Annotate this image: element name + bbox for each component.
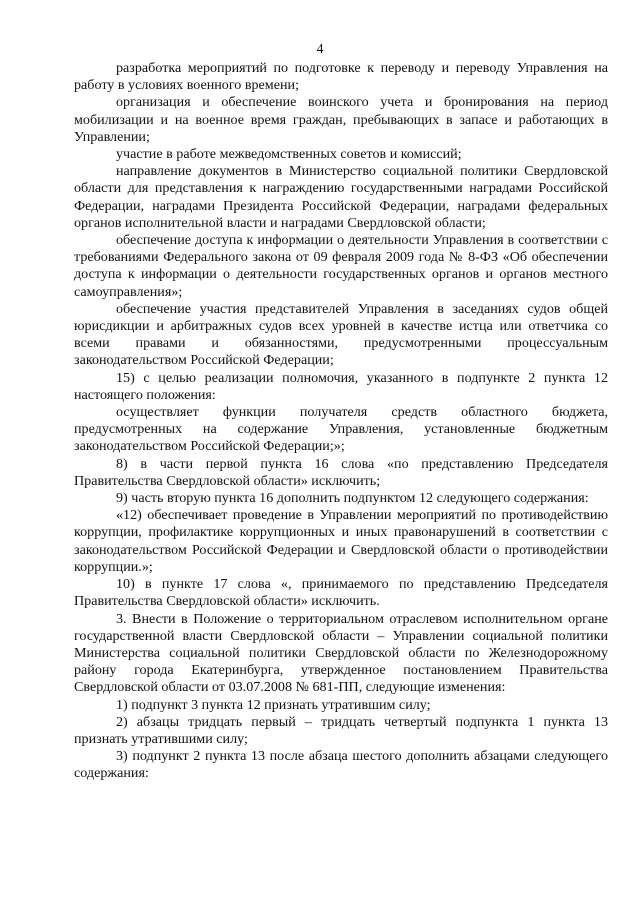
paragraph: обеспечение доступа к информации о деятельности Управления в соответствии с требованиями Федерального закона от 09 февраля 2009 года № 8-ФЗ «Об обеспечении доступа к информации о деятельности государственных органов и органов местного самоуправления»; [74, 232, 608, 300]
paragraph: 2) абзацы тридцать первый – тридцать четвертый подпункта 1 пункта 13 признать утратившими силу; [74, 713, 608, 747]
paragraph: 3) подпункт 2 пункта 13 после абзаца шестого дополнить абзацами следующего содержания: [74, 748, 608, 782]
page-number: 4 [316, 42, 324, 57]
paragraph: 3. Внести в Положение о территориальном отраслевом исполнительном органе государственной власти Свердловской области – Управлении социальной политики Министерства социальной политики Свердловской области по Железнодорожному району города Екатеринбурга, утвержденное постановлением Правительства Свердловской области от 03.07.2008 № 681-ПП, следующие изменения: [74, 610, 608, 696]
paragraph: обеспечение участия представителей Управления в заседаниях судов общей юрисдикции и арбитражных судов всех уровней в качестве истца или ответчика со всеми правами и обязанностями, предусмотренными процессуальным законодательством Российской Федерации; [74, 300, 608, 369]
paragraph: направление документов в Министерство социальной политики Свердловской области для представления к награждению государственными наградами Российской Федерации, наградами Президента Российской Федерации, наградами федеральных органов исполнительной власти и наградами Свердловской области; [74, 163, 608, 231]
paragraph: 9) часть вторую пункта 16 дополнить подпунктом 12 следующего содержания: [116, 490, 589, 507]
paragraph: участие в работе межведомственных советов и комиссий; [116, 146, 462, 163]
paragraph: «12) обеспечивает проведение в Управлении мероприятий по противодействию коррупции, профилактике коррупционных и иных правонарушений в соответствии с законодательством Российской Федерации и Свердловской области о противодействии коррупции.»; [74, 507, 608, 575]
paragraph: разработка мероприятий по подготовке к переводу и переводу Управления на работу в условиях военного времени; [74, 60, 608, 94]
paragraph: 10) в пункте 17 слова «, принимаемого по представлению Председателя Правительства Свердловской области» исключить. [74, 576, 608, 610]
paragraph: 8) в части первой пункта 16 слова «по представлению Председателя Правительства Свердловской области» исключить; [74, 455, 608, 489]
document-body [74, 60, 608, 783]
paragraph: осуществляет функции получателя средств областного бюджета, предусмотренных на содержание Управления, установленные бюджетным законодательством Российской Федерации;»; [74, 404, 608, 455]
paragraph: 1) подпункт 3 пункта 12 признать утратившим силу; [116, 696, 431, 713]
paragraph: 15) с целью реализации полномочия, указанного в подпункте 2 пункта 12 настоящего положения: [74, 369, 608, 403]
paragraph: организация и обеспечение воинского учета и бронирования на период мобилизации и на военное время граждан, пребывающих в запасе и работающих в Управлении; [74, 94, 608, 145]
